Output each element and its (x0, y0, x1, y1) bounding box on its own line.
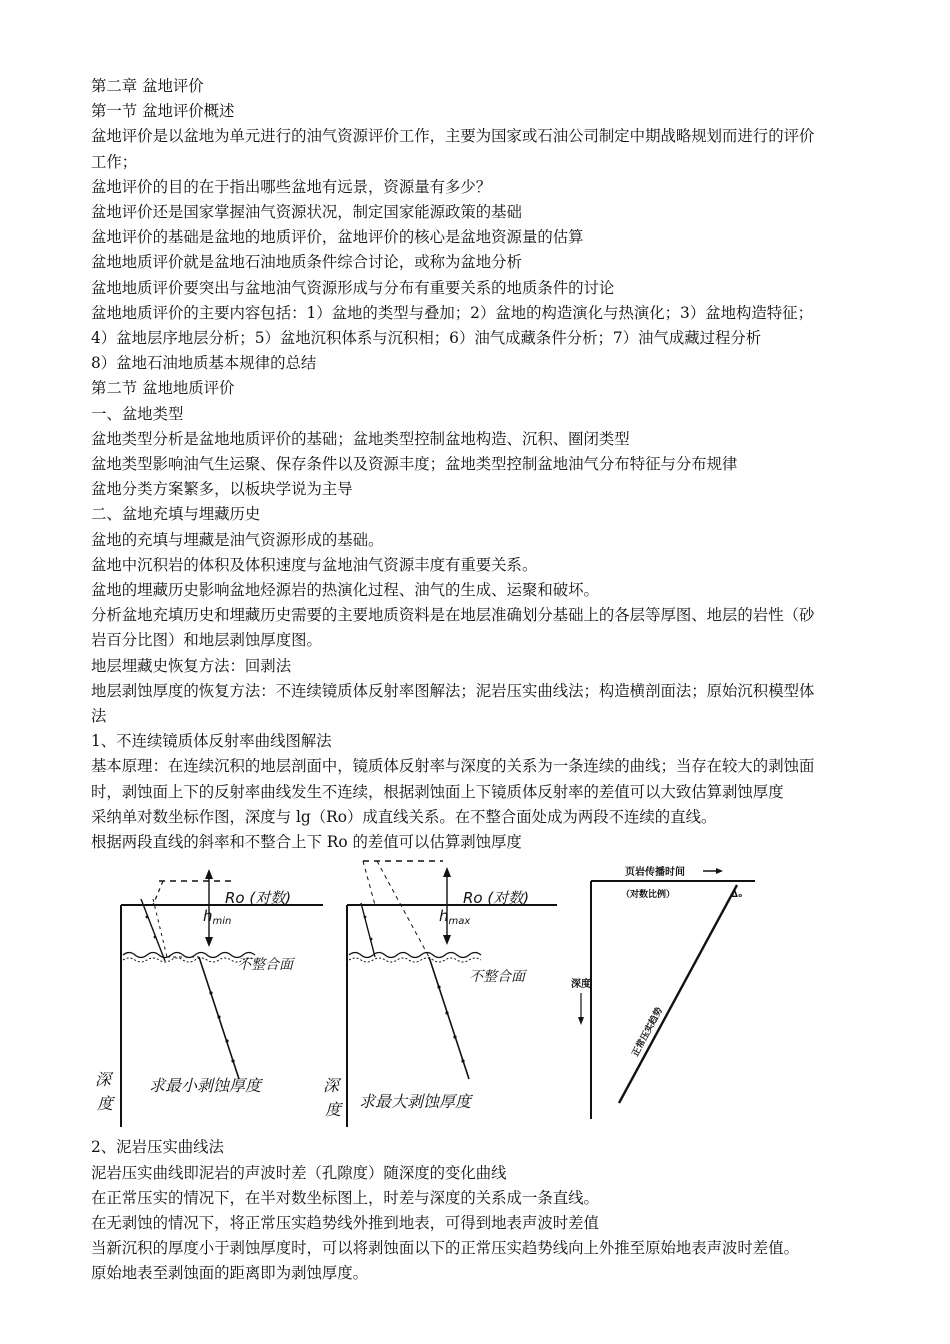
text-line: 地层埋藏史恢复方法：回剥法 (91, 656, 292, 675)
text-line: 4）盆地层序地层分析；5）盆地沉积体系与沉积相；6）油气成藏条件分析；7）油气成藏过程分析 (91, 329, 762, 348)
figure-max-erosion (323, 857, 573, 1131)
figure-row (91, 857, 891, 1131)
text-line: 第二章 盆地评价 (91, 77, 204, 95)
unconformity-label: 不整合面 (237, 957, 293, 974)
depth-label-bottom: 度 (97, 1094, 114, 1114)
text-line: 当新沉积的厚度小于剥蚀厚度时，可以将剥蚀面以下的正常压实趋势线向上外推至原始地表声波时差值。 (91, 1239, 799, 1258)
text-line: 盆地的埋藏历史影响盆地烃源岩的热演化过程、油气的生成、运聚和破坏。 (91, 581, 599, 600)
text-line: 法 (91, 707, 107, 726)
text-line: 盆地评价还是国家掌握油气资源状况，制定国家能源政策的基础 (91, 203, 522, 222)
text-line: 一、盆地类型 (91, 404, 184, 423)
text-line: 岩百分比图）和地层剥蚀厚度图。 (91, 631, 322, 650)
depth-axis-label: 深度 (571, 979, 591, 991)
text-line: 盆地中沉积岩的体积及体积速度与盆地油气资源丰度有重要关系。 (91, 555, 538, 574)
text-line: 盆地的充填与埋藏是油气资源形成的基础。 (91, 530, 384, 549)
figure-caption: 求最小剥蚀厚度 (149, 1076, 262, 1096)
text-line: 盆地评价是以盆地为单元进行的油气资源评价工作，主要为国家或石油公司制定中期战略规划而进行的评价 (91, 127, 815, 146)
document-page (91, 74, 891, 1287)
text-line: 第二节 盆地地质评价 (91, 379, 235, 398)
text-line: 盆地地质评价就是盆地石油地质条件综合讨论，或称为盆地分析 (91, 253, 522, 272)
delta-label: Δₒ (731, 890, 743, 901)
text-line: 基本原理：在连续沉积的地层剖面中，镜质体反射率与深度的关系为一条连续的曲线；当存在较大的剥蚀面 (91, 757, 815, 776)
text-line: 二、盆地充填与埋藏历史 (91, 505, 261, 524)
text-line: 盆地地质评价的主要内容包括：1）盆地的类型与叠加；2）盆地的构造演化与热演化；3）盆地构造特征； (91, 303, 813, 322)
text-line: 盆地类型影响油气生运聚、保存条件以及资源丰度；盆地类型控制盆地油气分布特征与分布规律 (91, 455, 738, 474)
text-line: 盆地地质评价要突出与盆地油气资源形成与分布有重要关系的地质条件的讨论 (91, 278, 615, 297)
text-line: 分析盆地充填历史和埋藏历史需要的主要地质资料是在地层准确划分基础上的各层等厚图、地层的岩性（砂 (91, 606, 815, 625)
scale-label: （对数比例） (621, 890, 676, 901)
unconformity-label: 不整合面 (469, 969, 525, 986)
depth-label-top: 深 (95, 1070, 112, 1090)
text-line: 泥岩压实曲线即泥岩的声波时差（孔隙度）随深度的变化曲线 (91, 1163, 507, 1182)
axis-title: 页岩传播时间 (625, 867, 685, 879)
trend-label: 正常压实趋势 (630, 1006, 666, 1059)
text-line: 8）盆地石油地质基本规律的总结 (91, 354, 317, 373)
text-block-bottom (91, 1135, 891, 1286)
ro-axis-label: Ro (对数) (463, 889, 530, 908)
text-line: 第一节 盆地评价概述 (91, 102, 235, 121)
text-line: 盆地评价的基础是盆地的地质评价，盆地评价的核心是盆地资源量的估算 (91, 228, 584, 247)
text-line: 在无剥蚀的情况下，将正常压实趋势线外推到地表，可得到地表声波时差值 (91, 1213, 599, 1232)
text-line: 根据两段直线的斜率和不整合上下 Ro 的差值可以估算剥蚀厚度 (91, 833, 522, 852)
text-line: 地层剥蚀厚度的恢复方法：不连续镜质体反射率图解法；泥岩压实曲线法；构造横剖面法；原始沉积模型体 (91, 681, 815, 700)
h-label: $h_{min}$ (203, 907, 232, 928)
text-line: 工作； (91, 152, 138, 171)
text-line: 2、泥岩压实曲线法 (91, 1138, 224, 1157)
text-line: 原始地表至剥蚀面的距离即为剥蚀厚度。 (91, 1264, 369, 1283)
depth-label-bottom: 度 (325, 1100, 342, 1120)
figure-caption: 求最大剥蚀厚度 (359, 1092, 472, 1112)
text-line: 采纳单对数坐标作图，深度与 lg（Ro）成直线关系。在不整合面处成为两段不连续的直线。 (91, 807, 717, 826)
h-label: $h_{max}$ (439, 907, 471, 928)
text-block-top (91, 74, 891, 855)
figure-min-erosion (91, 857, 341, 1131)
depth-label-top: 深 (323, 1076, 340, 1096)
ro-axis-label: Ro (对数) (225, 889, 292, 908)
text-line: 时，剥蚀面上下的反射率曲线发生不连续，根据剥蚀面上下镜质体反射率的差值可以大致估算剥蚀厚度 (91, 782, 784, 801)
text-line: 盆地评价的目的在于指出哪些盆地有远景，资源量有多少？ (91, 177, 492, 196)
figure-shale-compaction (571, 857, 781, 1131)
text-line: 盆地类型分析是盆地地质评价的基础；盆地类型控制盆地构造、沉积、圈闭类型 (91, 429, 630, 448)
text-line: 盆地分类方案繁多，以板块学说为主导 (91, 480, 353, 499)
text-line: 在正常压实的情况下，在半对数坐标图上，时差与深度的关系成一条直线。 (91, 1188, 599, 1207)
text-line: 1、不连续镜质体反射率曲线图解法 (91, 732, 332, 751)
